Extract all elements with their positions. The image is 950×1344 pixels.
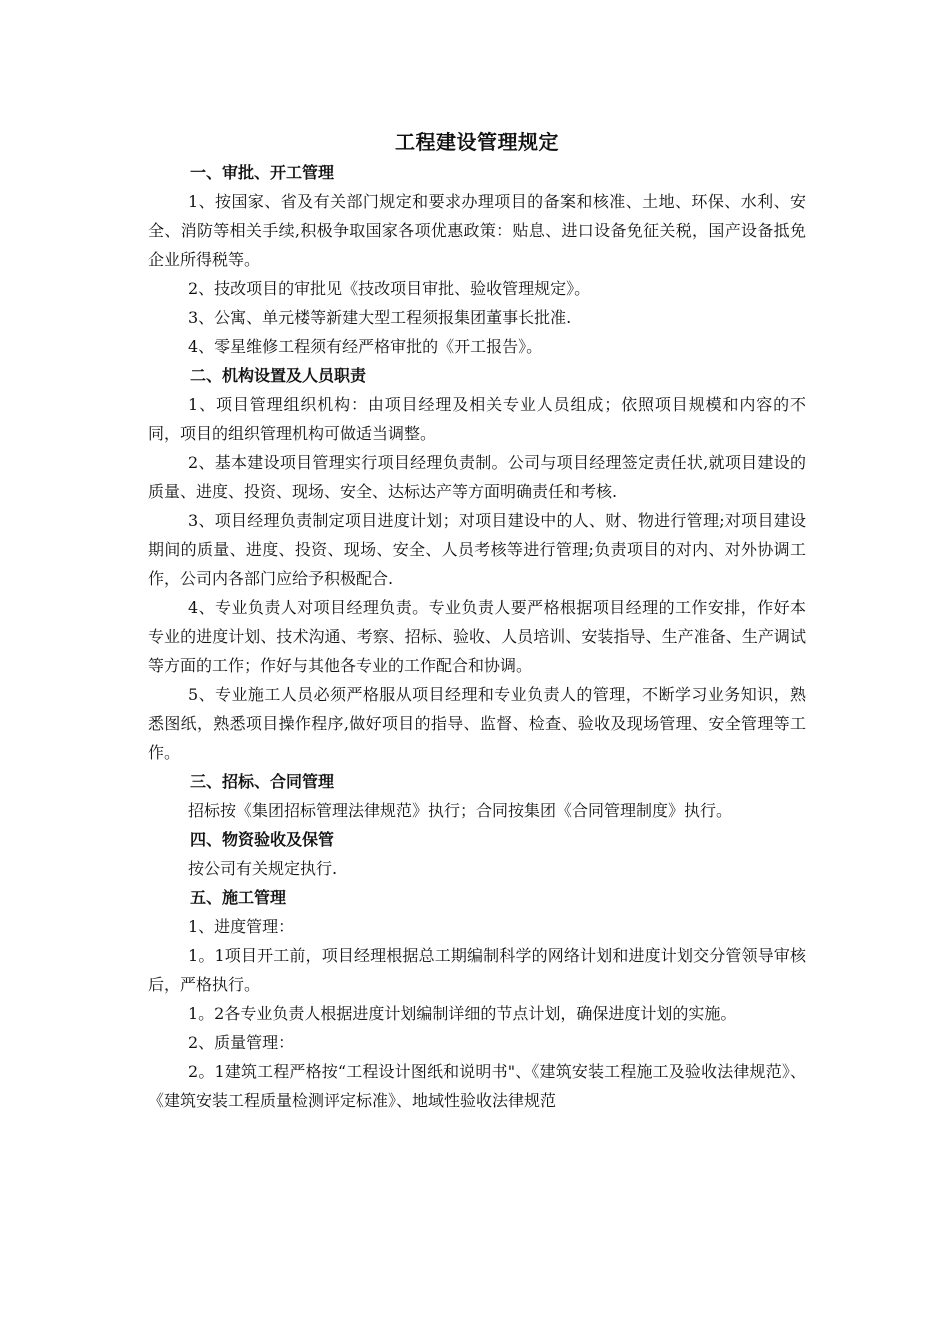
section-heading: 一、审批、开工管理 <box>190 163 335 182</box>
paragraph: 3、公寓、单元楼等新建大型工程须报集团董事长批准. <box>188 308 572 327</box>
paragraph: 1。2各专业负责人根据进度计划编制详细的节点计划，确保进度计划的实施。 <box>188 1004 737 1023</box>
paragraph: 1、项目管理组织机构：由项目经理及相关专业人员组成；依照项目规模和内容的不同，项目的组织管理机构可做适当调整。 <box>148 395 806 443</box>
document-title: 工程建设管理规定 <box>395 130 559 154</box>
section-heading: 五、施工管理 <box>190 888 287 907</box>
section-bidding-contract <box>148 767 806 825</box>
paragraph: 4、专业负责人对项目经理负责。专业负责人要严格根据项目经理的工作安排，作好本专业的进度计划、技术沟通、考察、招标、验收、人员培训、安装指导、生产准备、生产调试等方面的工作；作好与其他各专业的工作配合和协调。 <box>148 598 806 675</box>
paragraph: 2、技改项目的审批见《技改项目审批、验收管理规定》。 <box>188 279 591 298</box>
paragraph: 3、项目经理负责制定项目进度计划；对项目建设中的人、财、物进行管理;对项目建设期间的质量、进度、投资、现场、安全、人员考核等进行管理;负责项目的对内、对外协调工作，公司内各部门应给予积极配合. <box>148 511 806 588</box>
paragraph: 招标按《集团招标管理法律规范》执行；合同按集团《合同管理制度》执行。 <box>188 801 733 820</box>
section-materials <box>148 825 806 883</box>
section-heading: 四、物资验收及保管 <box>190 830 335 849</box>
section-approval <box>148 158 806 361</box>
paragraph: 2。1建筑工程严格按“工程设计图纸和说明书"、《建筑安装工程施工及验收法律规范》、《建筑安装工程质量检测评定标准》、地域性验收法律规范 <box>148 1062 806 1110</box>
paragraph: 4、零星维修工程须有经严格审批的《开工报告》。 <box>188 337 543 356</box>
paragraph: 按公司有关规定执行. <box>188 859 338 878</box>
section-heading: 二、机构设置及人员职责 <box>190 366 367 385</box>
section-heading: 三、招标、合同管理 <box>190 772 335 791</box>
section-organization <box>148 361 806 767</box>
paragraph: 1、进度管理： <box>188 917 295 936</box>
paragraph: 5、专业施工人员必须严格服从项目经理和专业负责人的管理，不断学习业务知识，熟悉图纸，熟悉项目操作程序,做好项目的指导、监督、检查、验收及现场管理、安全管理等工作。 <box>148 685 806 762</box>
paragraph: 1。1项目开工前，项目经理根据总工期编制科学的网络计划和进度计划交分管领导审核后，严格执行。 <box>148 946 806 994</box>
paragraph: 2、质量管理： <box>188 1033 295 1052</box>
paragraph: 1、按国家、省及有关部门规定和要求办理项目的备案和核准、土地、环保、水利、安全、消防等相关手续,积极争取国家各项优惠政策：贴息、进口设备免征关税，国产设备抵免企业所得税等。 <box>148 192 806 269</box>
section-construction <box>148 883 806 1115</box>
paragraph: 2、基本建设项目管理实行项目经理负责制。公司与项目经理签定责任状,就项目建设的质量、进度、投资、现场、安全、达标达产等方面明确责任和考核. <box>148 453 806 501</box>
